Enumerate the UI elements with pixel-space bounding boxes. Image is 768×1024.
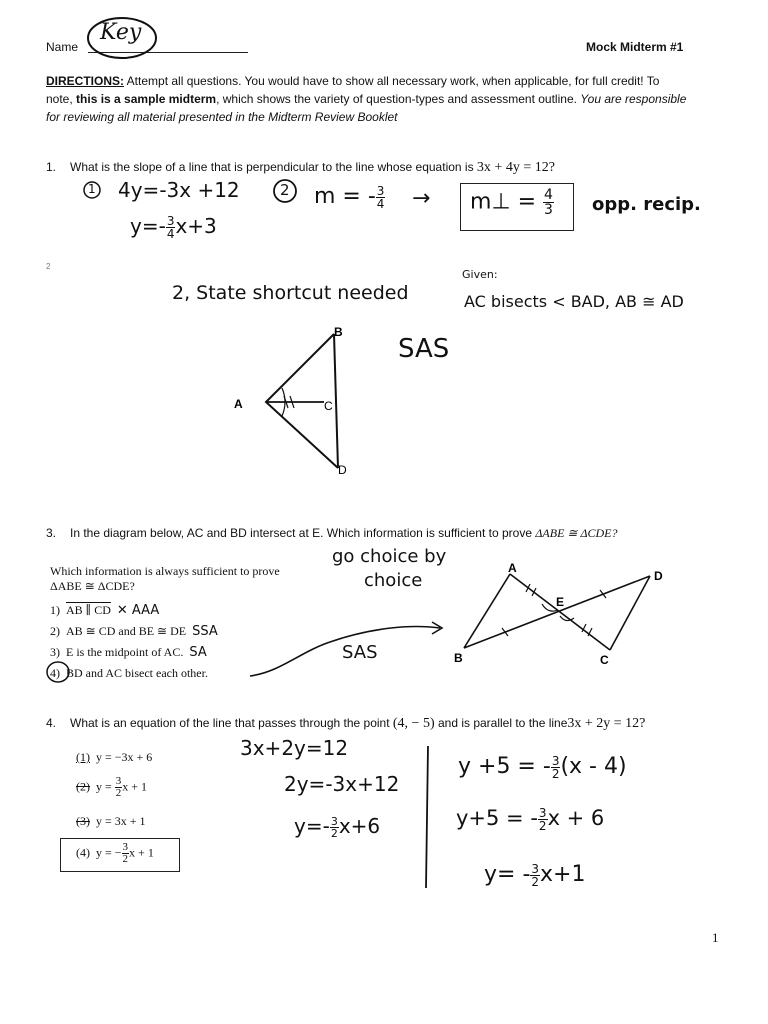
q1-text — [70, 160, 555, 176]
q3-choices — [50, 600, 218, 684]
q3-answer: SAS — [342, 642, 378, 663]
q3-note-2: choice — [364, 570, 423, 591]
q3-label-b: B — [454, 651, 463, 665]
q2-label-b: B — [334, 325, 343, 339]
exam-title: Mock Midterm #1 — [586, 40, 684, 54]
q4-question-b: and is parallel to the line — [437, 716, 568, 730]
q3-box-question-2: ΔABE ≅ ΔCDE? — [50, 579, 135, 593]
q1-step2-lhs: m = - — [314, 184, 376, 209]
q3-arrow — [240, 612, 450, 682]
q3-label-e: E — [556, 595, 565, 609]
q4-choice-1[interactable]: (1) y = −3x + 6 — [76, 750, 153, 764]
q4-work-3-num: 3 — [330, 815, 338, 828]
q4-equation: 3x + 2y = 12? — [567, 716, 646, 731]
q1-answer-den: 3 — [544, 202, 553, 218]
directions — [46, 72, 726, 126]
q3-diagram — [450, 560, 680, 670]
q1-step1b-rhs: x+3 — [175, 214, 217, 238]
q4-text — [70, 716, 645, 732]
q2-label-a: A — [234, 397, 243, 411]
q3-line-bd — [464, 576, 650, 648]
q3-choice-1[interactable]: 1) AB ∥ CD ✕ AAA — [50, 603, 160, 618]
q1-equation: 3x + 4y = 12? — [476, 160, 555, 175]
directions-line1: Attempt all questions. You would have to show all necessary work, when applicable, for full credit! To — [124, 74, 660, 88]
q3-text — [70, 526, 618, 541]
q2-label-c: C — [324, 399, 333, 413]
q4-question-a: What is an equation of the line that passes through the point — [70, 716, 390, 730]
q4-work-3-den: 2 — [330, 827, 338, 840]
q1-question: What is the slope of a line that is perpendicular to the line whose equation is — [70, 160, 474, 174]
q2-given: AC bisects < BAD, AB ≅ AD — [464, 292, 684, 311]
directions-line2-b: , which shows the variety of question-types and assessment outline. — [216, 92, 581, 106]
q1-step1b-den: 4 — [166, 227, 175, 241]
q3-line-ab — [464, 574, 510, 648]
q3-choice-4[interactable]: 4) BD and AC bisect each other. — [50, 666, 208, 680]
q1-step1b-lhs: y=- — [130, 214, 166, 238]
q4-point: (4, − 5) — [392, 716, 435, 731]
q2-given-label: Given: — [462, 268, 498, 281]
q2-shortcut: 2, State shortcut needed — [172, 282, 409, 304]
q2-answer: SAS — [398, 334, 450, 364]
q3-choice-3[interactable]: 3) E is the midpoint of AC. SA — [50, 645, 207, 660]
q4-number: 4. — [46, 716, 57, 730]
q3-note-1: go choice by — [332, 546, 447, 567]
q1-number: 1. — [46, 160, 57, 174]
q3-choice-2[interactable]: 2) AB ≅ CD and BE ≅ DE SSA — [50, 624, 218, 639]
q1-step2 — [314, 184, 385, 210]
q4-work-right-3: y= - $\frac{3}{2}$ x+1 — [484, 861, 586, 889]
q1-step2-marker: 2 — [280, 181, 290, 199]
q3-question-triangles: ΔABE ≅ ΔCDE? — [535, 526, 618, 540]
page-number: 1 — [712, 930, 719, 945]
q1-answer — [470, 188, 554, 217]
q3-label-a: A — [508, 561, 517, 575]
directions-line2-italic: You are responsible — [580, 92, 687, 106]
q4-work-3-rhs: x+6 — [338, 814, 381, 838]
q4-work-1: 3x+2y=12 — [240, 736, 349, 760]
q4-work-2: 2y=-3x+12 — [284, 772, 400, 796]
q3-question: In the diagram below, AC and BD intersect at E. Which information is sufficient to prove — [70, 526, 533, 540]
q3-choice-4-circle — [44, 660, 74, 684]
q1-note: opp. recip. — [592, 194, 701, 215]
q1-step1b — [130, 214, 217, 240]
q4-work-3-lhs: y=- — [294, 814, 330, 838]
directions-label: DIRECTIONS: — [46, 74, 124, 88]
q1-answer-lhs: m⊥ = — [470, 189, 537, 215]
q4-choice-3[interactable]: (3) y = 3x + 1 — [76, 814, 146, 828]
q2-kite-diagram — [226, 322, 356, 482]
q2-label-d: D — [338, 463, 347, 477]
name-label: Name — [46, 40, 79, 54]
q4-choice-2[interactable]: (2) y = $\frac{3}{2}$ x + 1 — [76, 775, 148, 799]
q1-step1-marker: 1 — [88, 182, 96, 196]
q4-divider — [418, 742, 438, 892]
q4-work-3 — [294, 814, 380, 839]
q3-box-question-1: Which information is always sufficient to prove — [50, 564, 280, 578]
q4-work-right-1: y +5 = - $\frac{3}{2}$ (x - 4) — [458, 753, 627, 781]
q3-ticks — [502, 584, 606, 636]
q1-step2-den: 4 — [376, 196, 385, 211]
q2-kite-bd — [334, 334, 338, 468]
directions-line3-italic: for reviewing all material presented in the Midterm Review Booklet — [46, 110, 398, 124]
name-value: Key — [100, 20, 142, 45]
q3-label-c: C — [600, 653, 609, 667]
q1-step1b-num: 3 — [166, 214, 175, 228]
directions-line2-a: note, — [46, 92, 77, 106]
q1-arrow: → — [412, 186, 431, 211]
q3-box-question — [50, 564, 280, 594]
q1-step2-num: 3 — [376, 183, 385, 198]
q4-choice-4[interactable]: (4) y = − $\frac{3}{2}$ x + 1 — [76, 841, 154, 865]
q3-line-dc — [610, 576, 650, 650]
q3-line-ac — [510, 574, 610, 650]
q1-step1: 4y=-3x +12 — [118, 178, 240, 202]
q2-number: 2 — [46, 262, 51, 271]
q1-answer-num: 4 — [544, 187, 553, 203]
q4-work-right-2: y+5 = - $\frac{3}{2}$ x + 6 — [456, 805, 605, 833]
directions-line2-bold: this is a sample midterm — [76, 92, 217, 106]
q3-label-d: D — [654, 569, 663, 583]
q3-number: 3. — [46, 526, 57, 540]
